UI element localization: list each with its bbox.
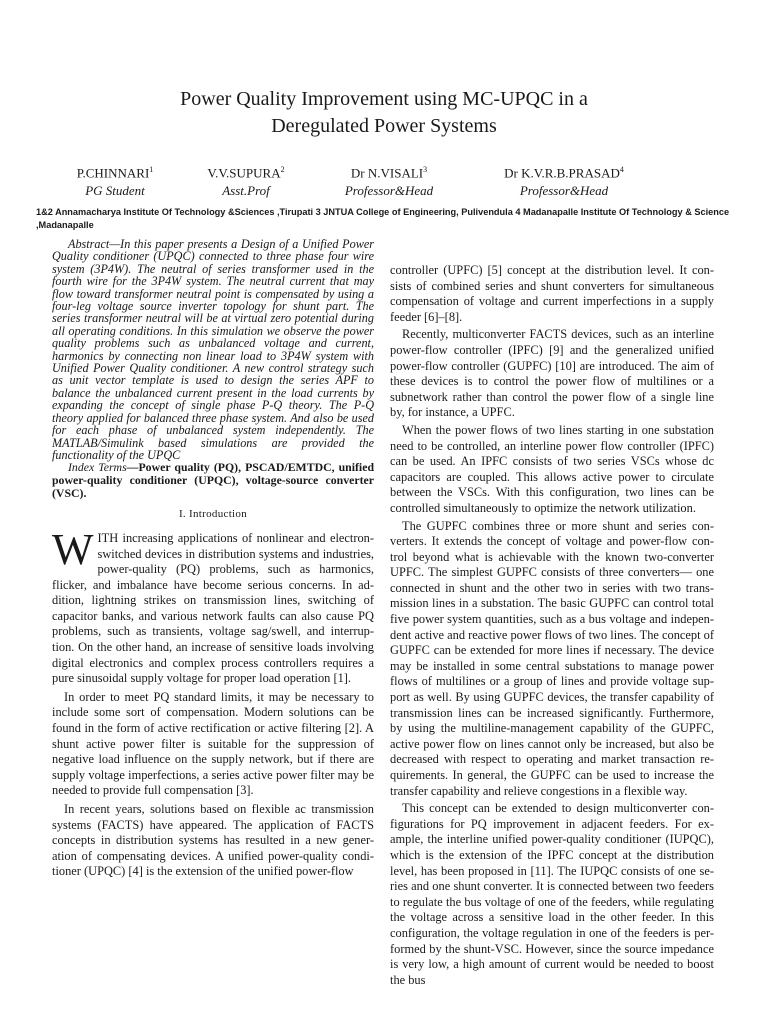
paper-title <box>60 86 708 140</box>
author-block <box>484 161 644 200</box>
author-block <box>334 161 444 200</box>
paragraph: The GUPFC combines three or more shunt and series con- verters. It extends the concept of voltage and power-flow con- trol beyond what is achievable with the known two-converter UPFC. The simplest GUPFC consists of three converters— one connected in shunt and the other two in series with two trans- mission lines in a substation. The basic GUPFC can control total five power system quantities, such as a bus voltage and indepen- dent active and reactive power flows of two lines. The concept of GUPFC can be extended for more lines if necessary. The device may be installed in some central substations to manage power flows of multilines or a group of lines and provide voltage sup- port as well. By using GUPFC devices, the transfer capability of transmission lines can be increased significantly. Furthermore, by using the multiline-management capability of the GUPFC, active power flow on lines cannot only be increased, but also be decreased with respect to operating and market transaction re- quirements. In general, the GUPFC can be used to increase the transfer capability and relieve congestions in a flexible way. <box>390 518 714 798</box>
author-sup: 2 <box>280 165 285 174</box>
author-sup: 4 <box>619 165 624 174</box>
affiliations: 1&2 Annamacharya Institute Of Technology &Sciences ,Tirupati 3 JNTUA College of Engineering, Pulivendula 4 Madanapalle Institute Of Technology & Science ,Madanapalle <box>36 207 730 230</box>
abstract-body: —In this paper presents a Design of a Unified Power Quality conditioner (UPQC) connected to three phase four wire system (3P4W). The neutral of series transformer used in the fourth wire for the 3P4W system. The neutral current that may flow toward transformer neutral point is compensated by using a four-leg voltage source inverter topology for shunt part. The series transformer neutral will be at virtual zero potential during all operating conditions. In this simulation we observe the power quality problems such as unbalanced voltage and current, harmonics by connecting non linear load to 3P4W system with Unified Power Quality conditioner. A new control strategy such as unit vector template is used to design the series APF to balance the unbalanced current present in the load currents by expanding the concept of single phase P-Q theory. The P-Q theory applied for balanced three phase system. And also be used for each phase of unbalanced system independently. The MATLAB/Simulink based simulations are provided the functionality of the UPQC <box>52 237 374 462</box>
author-role: Professor&Head <box>344 183 434 199</box>
author-block <box>196 161 296 200</box>
author-name: Dr K.V.R.B.PRASAD <box>504 165 620 181</box>
author-sup: 3 <box>423 165 428 174</box>
index-terms <box>52 461 374 500</box>
author-name: P.CHINNARI <box>76 165 150 181</box>
paragraph: Recently, multiconverter FACTS devices, such as an interline power-flow controller (IPFC) [9] and the generalized unified power-flow controller (GUPFC) [10] are introduced. The aim of these devices is to control the power flow of multilines or a subnetwork rather than control the power flow of a single line by, for instance, a UPFC. <box>390 327 714 420</box>
author-sup: 1 <box>149 165 154 174</box>
index-terms-body: —Power quality (PQ), PSCAD/EMTDC, unified power-quality conditioner (UPQC), voltage-source converter (VSC). <box>52 460 375 501</box>
paragraph: This concept can be extended to design multiconverter con- figurations for PQ improvement in adjacent feeders. For ex- ample, the interline unified power-quality conditioner (IUPQC), which is the extension of the IPFC concept at the distribution level, has been proposed in [11]. The IUPQC consists of one se- ries and one shunt converter. It is connected between two feeders to regulate the bus voltage of one of the feeders, while regulating the voltage across a sensitive load in the other feeder. In this configuration, the voltage regulation in one of the feeders is per- formed by the shunt-VSC. However, since the source impedance is very low, a high amount of current would be needed to boost the bus <box>390 801 714 987</box>
intro-paragraph <box>52 524 374 687</box>
author-name: V.V.SUPURA <box>207 165 281 181</box>
paragraph: In recent years, solutions based on flexible ac transmission systems (FACTS) have appeared. The application of FACTS concepts in distribution systems has resulted in a new gener- ation of compensating devices. A unified power-quality condi- tioner (UPQC) [4] is the extension of the unified power-flow <box>52 802 374 879</box>
paragraph: controller (UPFC) [5] concept at the distribution level. It con- sists of combined series and shunt converters for simultaneous compensation of voltage and current imperfections in a supply feeder [6]–[8]. <box>390 263 714 324</box>
paragraph: When the power flows of two lines starting in one substation need to be controlled, an interline power flow controller (IPFC) can be used. An IPFC consists of two series VSCs whose dc capacitors are coupled. This allows active power to circulate between the VSCs. With this configuration, two lines can be controlled simultaneously to optimize the network utilization. <box>390 422 714 515</box>
author-block <box>60 161 170 200</box>
paper-title-line1: Power Quality Improvement using MC-UPQC in a <box>180 88 588 110</box>
author-role: Professor&Head <box>519 183 609 199</box>
index-terms-lead: Index Terms <box>68 460 127 475</box>
drop-cap: W <box>52 524 94 574</box>
paragraph: In order to meet PQ standard limits, it may be necessary to include some sort of compensation. Modern solutions can be found in the form of active rectification or active filtering [2]. A shunt active power filter is suitable for the suppression of negative load influence on the supply network, but if there are supply voltage imperfections, a series active power filter may be needed to provide full compensation [3]. <box>52 689 374 798</box>
section-heading: I. Introduction <box>178 508 248 521</box>
left-column <box>52 238 374 880</box>
paragraph-text: ITH increasing applications of nonlinear and electron-switched devices in distribution systems and industries, power-quality (PQ) problems, such as harmonics, flicker, and imbalance have become serious concerns. In ad- dition, lightning strikes on transmission lines, switching of capacitor banks, and various network faults can also cause PQ problems, such as transients, voltage sag/swell, and interrup- tion. On the other hand, an increase of sensitive loads involving digital electronics and complex process controllers requires a pure sinusoidal supply voltage for proper load operation [1]. <box>52 530 374 686</box>
right-column <box>390 263 714 988</box>
abstract-lead: Abstract <box>68 237 110 251</box>
author-name: Dr N.VISALI <box>350 165 424 181</box>
abstract <box>52 238 374 461</box>
author-role: PG Student <box>85 183 145 199</box>
author-role: Asst.Prof <box>222 183 270 199</box>
paper-title-line2: Deregulated Power Systems <box>271 115 497 137</box>
